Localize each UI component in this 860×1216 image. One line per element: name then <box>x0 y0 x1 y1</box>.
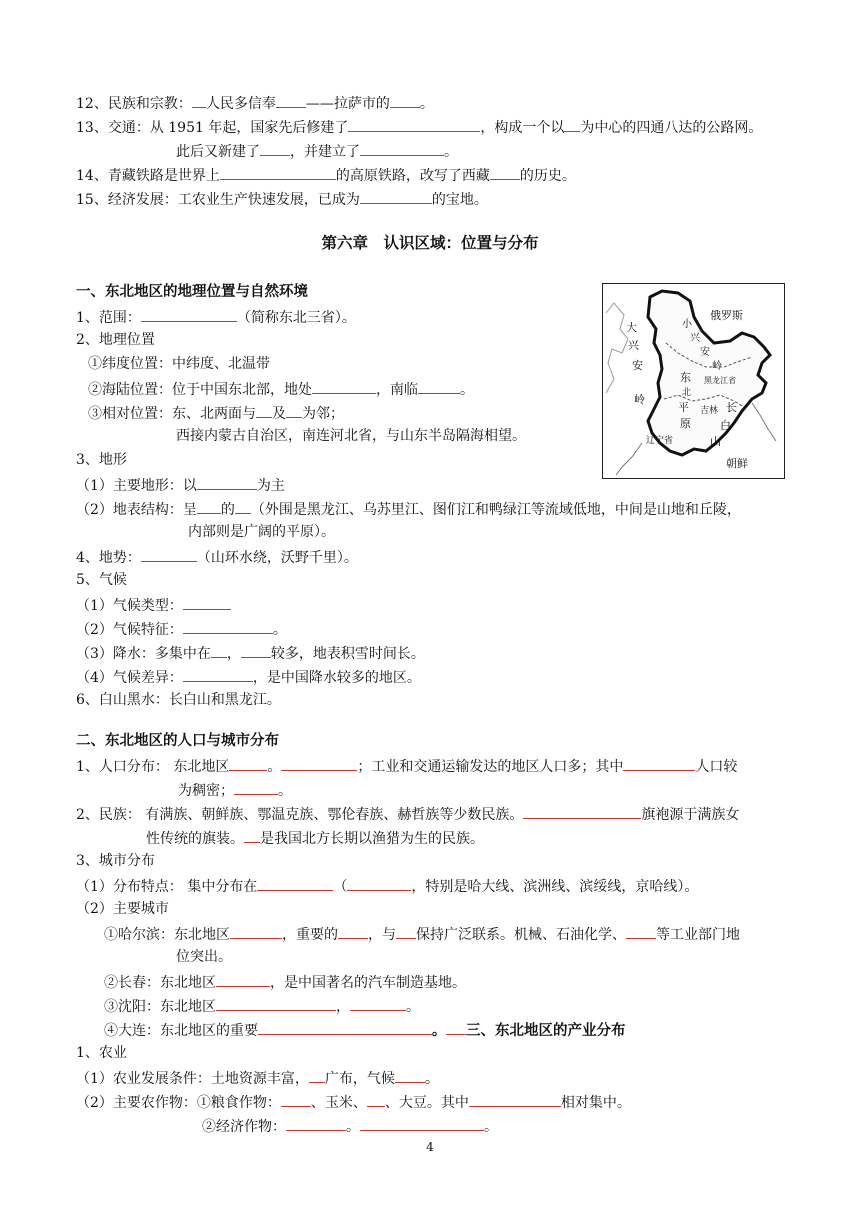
climate-heading: 5、气候 <box>76 572 127 588</box>
answer-blank[interactable] <box>286 402 302 418</box>
text: 。 <box>406 999 420 1015</box>
text: 。 <box>278 783 292 799</box>
answer-blank[interactable] <box>235 498 251 514</box>
agriculture-heading: 1、农业 <box>76 1045 127 1061</box>
text: （1）农业发展条件：土地资源丰富， <box>76 1071 309 1087</box>
section-heading: 三、东北地区的产业分布 <box>466 1023 626 1039</box>
text: 。 <box>346 1119 360 1135</box>
label-xxa: 兴 <box>690 333 700 344</box>
text: 为邻； <box>302 406 344 422</box>
answer-blank[interactable] <box>141 306 237 322</box>
answer-blank[interactable] <box>395 1067 425 1083</box>
text: 及 <box>272 406 286 422</box>
city-shenyang <box>104 995 420 1017</box>
answer-blank[interactable] <box>183 618 273 634</box>
text: （ <box>333 879 348 895</box>
text: ，是中国降水较多的地区。 <box>252 670 421 686</box>
label-xxa: 安 <box>700 347 710 358</box>
answer-blank[interactable] <box>257 875 333 891</box>
label-liaoning: 辽宁省 <box>646 436 674 446</box>
answer-blank[interactable] <box>469 1091 561 1107</box>
text: 是我国北方长期以渔猎为生的民族。 <box>260 831 484 847</box>
slope-line <box>76 546 358 568</box>
climate-difference <box>76 666 421 688</box>
text: （1）主要地形：以 <box>76 478 197 494</box>
answer-blank[interactable] <box>141 546 197 562</box>
item-13 <box>76 116 762 138</box>
answer-blank[interactable] <box>216 971 270 987</box>
label-pingyuan: 原 <box>680 417 691 430</box>
answer-blank[interactable] <box>418 378 460 394</box>
text: ③相对位置：东、北两面与 <box>88 406 256 422</box>
cash-crops <box>202 1115 498 1137</box>
text: （2）气候特征： <box>76 622 183 638</box>
answer-blank[interactable] <box>360 140 444 156</box>
text: 4、地势： <box>76 550 141 566</box>
text: 的高原铁路，改写了西藏 <box>335 168 490 184</box>
text: 13、交通：从 1951 年起，国家先后修建了 <box>76 120 349 136</box>
city-harbin-cont: 位突出。 <box>176 949 232 965</box>
text: 14、青藏铁路是世界上 <box>76 168 220 184</box>
text: 1、人口分布： 东北地区 <box>76 759 230 775</box>
text: ——拉萨市的 <box>305 96 390 112</box>
item-15 <box>76 188 488 210</box>
text: 的 <box>220 502 235 518</box>
text: ，构成一个以 <box>480 120 565 136</box>
answer-blank[interactable] <box>446 1019 466 1035</box>
answer-blank[interactable] <box>230 923 282 939</box>
answer-blank[interactable] <box>216 995 336 1011</box>
main-cities-heading: （2）主要城市 <box>76 901 169 917</box>
text: 等工业部门地 <box>656 927 740 943</box>
answer-blank[interactable] <box>348 116 480 132</box>
answer-blank[interactable] <box>281 755 357 771</box>
text: 相对集中。 <box>560 1095 631 1111</box>
answer-blank[interactable] <box>623 755 695 771</box>
text: （3）降水：多集中在 <box>76 646 211 662</box>
answer-blank[interactable] <box>367 1091 385 1107</box>
text: ，南临 <box>376 382 418 398</box>
item-12 <box>76 92 434 114</box>
text: 较多，地表积雪时间长。 <box>270 646 425 662</box>
text: 1、范围： <box>76 310 141 326</box>
text: 。 <box>432 1023 446 1039</box>
label-jilin: 吉林 <box>700 406 719 416</box>
answer-blank[interactable] <box>183 666 253 682</box>
text: ②经济作物： <box>202 1119 286 1135</box>
section-heading: 一、东北地区的地理位置与自然环境 <box>76 284 308 300</box>
relative-position-line <box>88 402 344 424</box>
answer-blank[interactable] <box>220 164 336 180</box>
text: 12、民族和宗教： <box>76 96 192 112</box>
answer-blank[interactable] <box>256 402 272 418</box>
city-distribution <box>76 875 698 897</box>
population-line <box>76 755 737 777</box>
page-number: 4 <box>426 1140 434 1154</box>
label-xxa: 岭 <box>712 361 722 372</box>
relative-position-cont: 西接内蒙古自治区，南连河北省，与山东半岛隔海相望。 <box>176 428 526 444</box>
text: ②长春：东北地区 <box>104 975 216 991</box>
latitude-line: ①纬度位置：中纬度、北温带 <box>88 356 270 372</box>
text: 2、民族： 有满族、朝鲜族、鄂温克族、鄂伦春族、赫哲族等少数民族。 <box>76 807 524 823</box>
answer-blank[interactable] <box>241 642 271 658</box>
precipitation <box>76 642 425 664</box>
answer-blank[interactable] <box>360 188 432 204</box>
label-xxa: 小 <box>682 319 692 330</box>
text: （外围是黑龙江、乌苏里江、图们江和鸭绿江等流域低地，中间是山地和丘陵， <box>250 502 741 518</box>
answer-blank[interactable] <box>347 875 411 891</box>
label-dxa: 岭 <box>634 393 645 406</box>
answer-blank[interactable] <box>396 923 416 939</box>
item-13-cont <box>176 140 458 162</box>
text: 15、经济发展：工农业生产快速发展，已成为 <box>76 192 360 208</box>
label-changbai: 长 <box>726 401 737 414</box>
label-heilongjiang: 黑龙江省 <box>704 376 736 385</box>
text: 。 <box>424 1071 439 1087</box>
text: ， <box>226 646 241 662</box>
text: 人民多信奉 <box>205 96 276 112</box>
answer-blank[interactable] <box>197 498 221 514</box>
text: 旗袍源于满族女 <box>641 807 740 823</box>
answer-blank[interactable] <box>281 1091 311 1107</box>
label-dxa: 安 <box>632 359 643 372</box>
text: 人口较 <box>695 759 738 775</box>
text: 。 <box>444 144 458 160</box>
text: ②海陆位置：位于中国东北部，地处 <box>88 382 312 398</box>
text: （1）分布特点： 集中分布在 <box>76 879 258 895</box>
chapter-title: 第六章 认识区域：位置与分布 <box>321 234 539 252</box>
ethnic-line <box>76 803 739 825</box>
population-cont <box>178 779 292 801</box>
text: 广布，气候 <box>324 1071 395 1087</box>
text: 保持广泛联系。机械、石油化学、 <box>416 927 626 943</box>
label-pingyuan: 平 <box>678 401 689 414</box>
text: ，重要的 <box>282 927 338 943</box>
answer-blank[interactable] <box>360 1115 484 1131</box>
answer-blank[interactable] <box>350 995 406 1011</box>
text: 。 <box>460 382 474 398</box>
text: 、玉米、 <box>310 1095 367 1111</box>
position-heading: 2、地理位置 <box>76 332 155 348</box>
text: （2）主要农作物：①粮食作物： <box>76 1095 281 1111</box>
text: 。 <box>484 1119 498 1135</box>
answer-blank[interactable] <box>338 923 368 939</box>
text: 、大豆。其中 <box>384 1095 469 1111</box>
label-russia: 俄罗斯 <box>710 309 743 322</box>
text: ， <box>336 999 350 1015</box>
answer-blank[interactable] <box>244 827 260 843</box>
text: ，特别是哈大线、滨洲线、滨绥线，京哈线）。 <box>411 879 699 895</box>
text: 的历史。 <box>519 168 576 184</box>
text: 此后又新建了 <box>176 144 260 160</box>
answer-blank[interactable] <box>523 803 641 819</box>
terrain-main <box>76 474 285 496</box>
text: 。 <box>267 759 282 775</box>
answer-blank[interactable] <box>564 116 580 132</box>
text: （简称东北三省）。 <box>236 310 356 326</box>
answer-blank[interactable] <box>234 779 278 795</box>
answer-blank[interactable] <box>276 92 306 108</box>
city-heading: 3、城市分布 <box>76 853 155 869</box>
text: ③沈阳：东北地区 <box>104 999 216 1015</box>
answer-blank[interactable] <box>626 923 656 939</box>
text: ，与 <box>368 927 396 943</box>
text: 。 <box>419 96 434 112</box>
climate-feature <box>76 618 287 640</box>
answer-blank[interactable] <box>309 1067 325 1083</box>
text: （山环水绕，沃野千里）。 <box>196 550 358 566</box>
mountain-river-line: 6、白山黑水：长白山和黑龙江。 <box>76 692 281 708</box>
range-line <box>76 306 356 328</box>
answer-blank[interactable] <box>192 92 206 108</box>
terrain-heading: 3、地形 <box>76 452 127 468</box>
terrain-structure <box>76 498 741 520</box>
text: （2）地表结构：呈 <box>76 502 197 518</box>
answer-blank[interactable] <box>312 378 376 394</box>
text: ①哈尔滨：东北地区 <box>104 927 230 943</box>
answer-blank[interactable] <box>390 92 420 108</box>
text: 。 <box>272 622 287 638</box>
text: 为主 <box>256 478 285 494</box>
answer-blank[interactable] <box>183 594 231 610</box>
text: 的宝地。 <box>431 192 488 208</box>
city-dalian <box>104 1019 626 1041</box>
answer-blank[interactable] <box>211 642 227 658</box>
answer-blank[interactable] <box>490 164 520 180</box>
text: ；工业和交通运输发达的地区人口多；其中 <box>357 759 624 775</box>
item-14 <box>76 164 576 186</box>
answer-blank[interactable] <box>229 755 267 771</box>
answer-blank[interactable] <box>260 140 290 156</box>
ethnic-cont <box>146 827 484 849</box>
main-crops <box>76 1091 631 1113</box>
city-changchun <box>104 971 466 993</box>
label-korea: 朝鲜 <box>726 457 748 470</box>
agriculture-conditions <box>76 1067 439 1089</box>
label-dxa: 兴 <box>628 339 639 352</box>
label-dxa: 大 <box>626 321 637 334</box>
northeast-china-map <box>602 283 785 479</box>
sea-land-line <box>88 378 474 400</box>
text: ，是中国著名的汽车制造基地。 <box>270 975 466 991</box>
answer-blank[interactable] <box>286 1115 346 1131</box>
text: ，并建立了 <box>290 144 360 160</box>
climate-type <box>76 594 231 616</box>
label-dongbei: 北 <box>682 388 692 398</box>
text: ④大连：东北地区的重要 <box>104 1023 258 1039</box>
label-changbai: 白 <box>720 419 731 432</box>
text: （4）气候差异： <box>76 670 183 686</box>
answer-blank[interactable] <box>258 1019 432 1035</box>
text: 性传统的旗装。 <box>146 831 244 847</box>
label-changbai: 山 <box>710 435 721 448</box>
text: （1）气候类型： <box>76 598 183 614</box>
section-heading: 二、东北地区的人口与城市分布 <box>76 733 279 749</box>
text: 为稠密； <box>178 783 234 799</box>
answer-blank[interactable] <box>197 474 257 490</box>
text: 为中心的四通八达的公路网。 <box>580 120 763 136</box>
terrain-structure-cont: 内部则是广阔的平原）。 <box>188 524 335 540</box>
city-harbin <box>104 923 740 945</box>
label-dongbei: 东 <box>680 371 691 384</box>
